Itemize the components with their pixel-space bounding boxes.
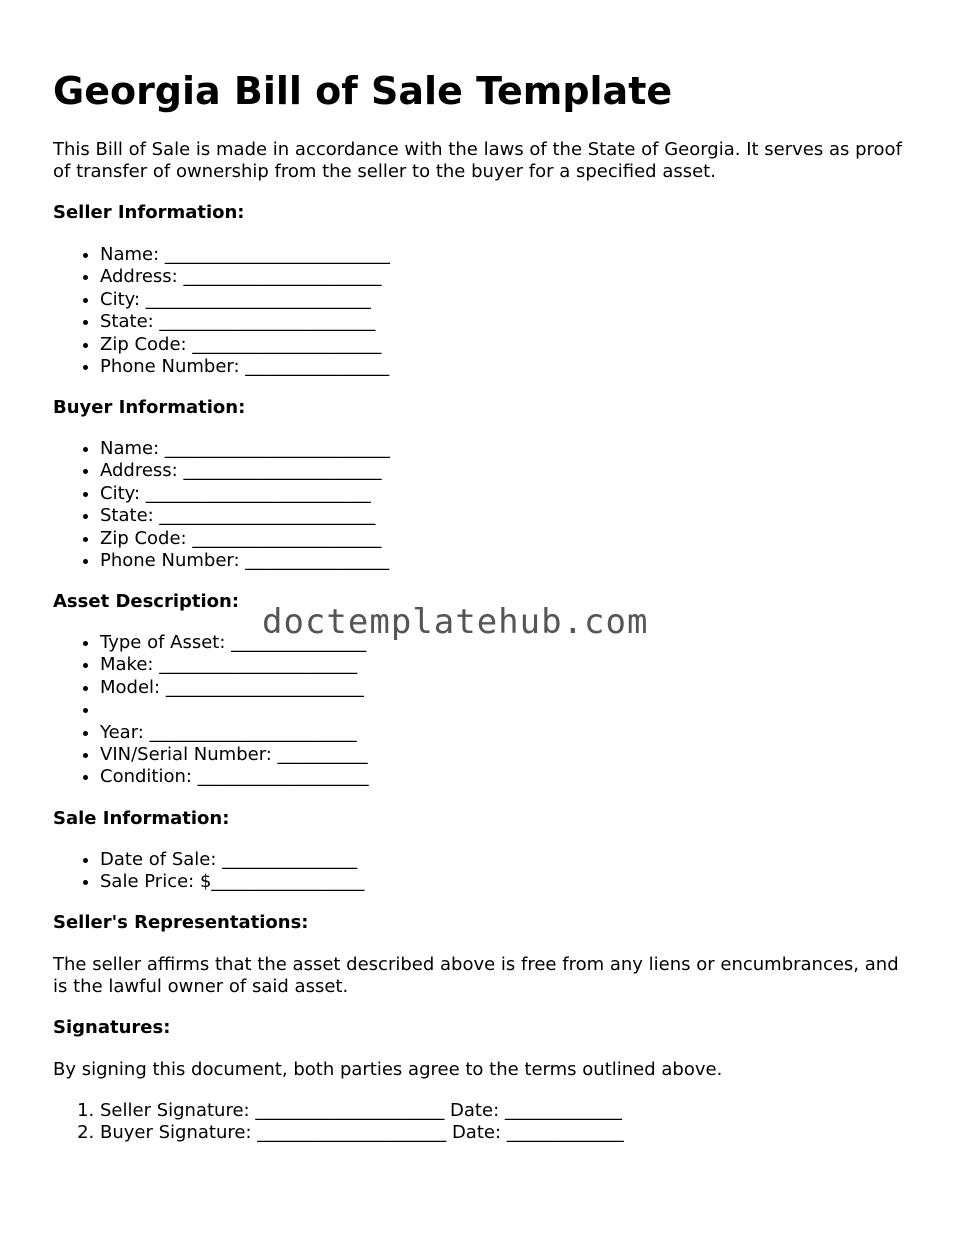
buyer-name-field: • Name: _________________________ — [100, 438, 913, 460]
representations-section — [53, 912, 913, 934]
sale-list — [53, 849, 913, 894]
seller-list — [53, 244, 913, 378]
signatures-list — [53, 1100, 913, 1145]
buyer-list — [53, 438, 913, 572]
page-title: Georgia Bill of Sale Template — [53, 69, 673, 113]
sale-section — [53, 808, 913, 830]
asset-list-section — [53, 632, 913, 789]
representations-heading: Seller's Representations: — [53, 912, 309, 933]
seller-city-field: • City: _________________________ — [100, 289, 913, 311]
buyer-address-field: • Address: ______________________ — [100, 460, 913, 482]
sale-list-section — [53, 849, 913, 894]
intro-section — [53, 139, 913, 184]
asset-heading: Asset Description: — [53, 591, 240, 612]
asset-condition-field: • Condition: ___________________ — [100, 766, 913, 788]
asset-vin-field: • VIN/Serial Number: __________ — [100, 744, 913, 766]
asset-model-field: • Model: ______________________ — [100, 677, 913, 699]
seller-list-section — [53, 244, 913, 378]
buyer-zip-field: • Zip Code: _____________________ — [100, 528, 913, 550]
signatures-body — [53, 1059, 913, 1081]
asset-list — [53, 632, 913, 789]
watermark-text: doctemplatehub.com — [262, 602, 649, 642]
sale-date-field: • Date of Sale: _______________ — [100, 849, 913, 871]
asset-make-field: • Make: ______________________ — [100, 654, 913, 676]
buyer-heading: Buyer Information: — [53, 397, 246, 418]
buyer-city-field: • City: _________________________ — [100, 483, 913, 505]
representations-paragraph: The seller affirms that the asset described above is free from any liens or encumbrances, and is the lawful owner of said asset. — [53, 954, 899, 998]
asset-empty-item — [100, 699, 913, 721]
asset-type-field: • Type of Asset: _______________ — [100, 632, 913, 654]
signatures-paragraph: By signing this document, both parties agree to the terms outlined above. — [53, 1059, 723, 1080]
buyer-phone-field: • Phone Number: ________________ — [100, 550, 913, 572]
seller-phone-field: • Phone Number: ________________ — [100, 356, 913, 378]
sale-heading: Sale Information: — [53, 808, 230, 829]
signatures-section — [53, 1017, 913, 1039]
seller-signature-line: 1. Seller Signature: _____________________ Date: _____________ — [100, 1100, 913, 1122]
sale-price-field: • Sale Price: $_________________ — [100, 871, 913, 893]
seller-zip-field: • Zip Code: _____________________ — [100, 334, 913, 356]
seller-heading: Seller Information: — [53, 202, 245, 223]
intro-paragraph: This Bill of Sale is made in accordance with the laws of the State of Georgia. It serves as proof of transfer of ownership from the seller to the buyer for a specified asset. — [53, 139, 902, 183]
seller-address-field: • Address: ______________________ — [100, 266, 913, 288]
signatures-list-section — [53, 1100, 913, 1145]
seller-name-field: • Name: _________________________ — [100, 244, 913, 266]
buyer-list-section — [53, 438, 913, 572]
asset-year-field: • Year: _______________________ — [100, 722, 913, 744]
representations-body — [53, 954, 913, 999]
seller-section — [53, 202, 913, 224]
buyer-section — [53, 397, 913, 419]
seller-state-field: • State: ________________________ — [100, 311, 913, 333]
buyer-signature-line: 2. Buyer Signature: _____________________ Date: _____________ — [100, 1122, 913, 1144]
buyer-state-field: • State: ________________________ — [100, 505, 913, 527]
signatures-heading: Signatures: — [53, 1017, 171, 1038]
